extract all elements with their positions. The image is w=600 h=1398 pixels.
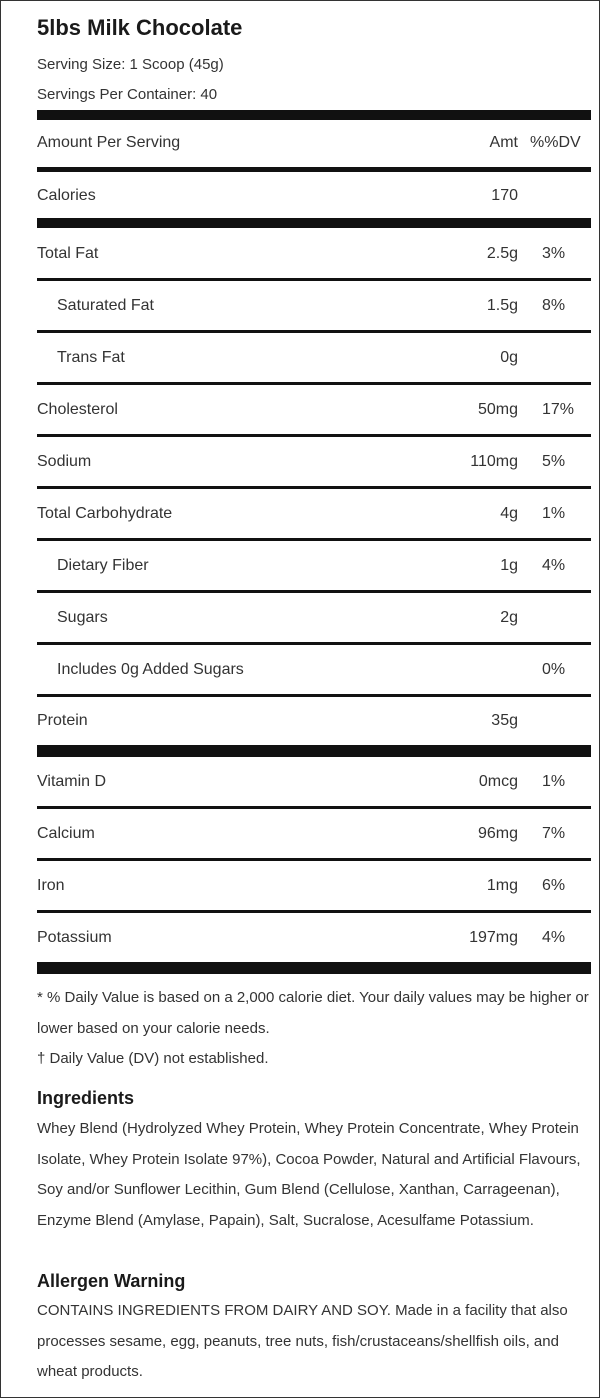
nutrient-row bbox=[37, 660, 591, 680]
vitamin-label: Calcium bbox=[37, 825, 95, 842]
ingredients-heading: Ingredients bbox=[37, 1088, 135, 1108]
servings-per-container: Servings Per Container: 40 bbox=[37, 86, 218, 103]
nutrient-amount: 4g bbox=[500, 505, 518, 522]
nutrient-row bbox=[37, 296, 591, 316]
nutrient-amount: 110mg bbox=[470, 453, 518, 470]
product-title: 5lbs Milk Chocolate bbox=[37, 15, 243, 40]
ingredients-text: Whey Blend (Hydrolyzed Whey Protein, Whey Protein Concentrate, Whey Protein Isolate, Whey Protein Isolate 97%), Cocoa Powder, Natural and Artificial Flavours, Soy and/or Sunflower Lecithin, Gum Blend (Cellulose, Xanthan, Carrageenan), Enzyme Blend (Amylase, Papain), Salt, Sucralose, Acesulfame Potassium. bbox=[37, 1120, 581, 1229]
vitamin-label: Potassium bbox=[37, 929, 112, 946]
thick-divider bbox=[37, 110, 591, 120]
nutrient-row bbox=[37, 452, 591, 472]
vitamin-amount: 197mg bbox=[469, 929, 518, 946]
column-header-row bbox=[37, 133, 591, 153]
thick-divider bbox=[37, 218, 591, 228]
nutrient-amount: 1.5g bbox=[486, 297, 518, 314]
nutrient-row bbox=[37, 608, 591, 628]
vitamin-label: Iron bbox=[37, 877, 65, 894]
vitamin-dv: 4% bbox=[542, 929, 566, 946]
nutrient-amount: 2g bbox=[500, 609, 518, 626]
amt-column-header: Amt bbox=[489, 134, 518, 151]
nutrient-dv: 0% bbox=[542, 661, 566, 678]
nutrient-label: Sodium bbox=[37, 453, 92, 470]
nutrient-label: Protein bbox=[37, 712, 88, 729]
vitamin-dv: 6% bbox=[542, 877, 566, 894]
nutrient-amount: 2.5g bbox=[486, 245, 518, 262]
thick-divider bbox=[37, 962, 591, 974]
nutrient-label: Dietary Fiber bbox=[57, 557, 149, 574]
row-divider bbox=[37, 694, 591, 697]
vitamin-row bbox=[37, 772, 591, 792]
daily-value-footnote: * % Daily Value is based on a 2,000 calorie diet. Your daily values may be higher or lower based on your calorie needs. bbox=[37, 989, 589, 1037]
nutrient-label: Cholesterol bbox=[37, 401, 118, 418]
row-divider bbox=[37, 910, 591, 913]
nutrient-row bbox=[37, 711, 591, 731]
nutrient-dv: 1% bbox=[542, 505, 566, 522]
nutrient-dv: 17% bbox=[542, 401, 575, 418]
nutrient-amount: 50mg bbox=[477, 401, 518, 418]
vitamin-label: Vitamin D bbox=[37, 773, 107, 790]
row-divider bbox=[37, 642, 591, 645]
row-divider bbox=[37, 434, 591, 437]
nutrient-amount: 35g bbox=[491, 712, 518, 729]
dagger-footnote: † Daily Value (DV) not established. bbox=[37, 1050, 269, 1067]
vitamin-row bbox=[37, 824, 591, 844]
calories-row bbox=[37, 186, 591, 206]
nutrient-dv: 3% bbox=[542, 245, 566, 262]
vitamin-amount: 0mcg bbox=[478, 773, 518, 790]
nutrient-row bbox=[37, 556, 591, 576]
nutrient-label: Trans Fat bbox=[57, 349, 125, 366]
nutrient-row bbox=[37, 504, 591, 524]
row-divider bbox=[37, 486, 591, 489]
nutrient-label: Sugars bbox=[57, 609, 108, 626]
vitamin-amount: 1mg bbox=[486, 877, 518, 894]
row-divider bbox=[37, 590, 591, 593]
serving-size: Serving Size: 1 Scoop (45g) bbox=[37, 56, 224, 73]
nutrient-row bbox=[37, 400, 591, 420]
nutrient-label: Total Fat bbox=[37, 245, 99, 262]
dv-column-header: %%DV bbox=[530, 134, 581, 151]
nutrient-row bbox=[37, 348, 591, 368]
vitamin-dv: 7% bbox=[542, 825, 566, 842]
nutrient-row bbox=[37, 244, 591, 264]
vitamin-dv: 1% bbox=[542, 773, 566, 790]
vitamin-row bbox=[37, 876, 591, 896]
nutrient-amount: 1g bbox=[500, 557, 518, 574]
nutrient-label: Total Carbohydrate bbox=[37, 505, 173, 522]
calories-amount: 170 bbox=[491, 187, 518, 204]
medium-divider bbox=[37, 167, 591, 172]
nutrient-dv: 8% bbox=[542, 297, 566, 314]
nutrient-dv: 4% bbox=[542, 557, 566, 574]
row-divider bbox=[37, 278, 591, 281]
nutrient-label: Includes 0g Added Sugars bbox=[57, 661, 244, 678]
allergen-text: CONTAINS INGREDIENTS FROM DAIRY AND SOY. Made in a facility that also processes sesame, egg, peanuts, tree nuts, fish/crustaceans/shellfish oils, and wheat products. bbox=[37, 1302, 568, 1380]
nutrient-amount: 0g bbox=[500, 349, 518, 366]
row-divider bbox=[37, 806, 591, 809]
row-divider bbox=[37, 330, 591, 333]
row-divider bbox=[37, 538, 591, 541]
amount-per-serving-label: Amount Per Serving bbox=[37, 134, 181, 151]
calories-label: Calories bbox=[37, 187, 96, 204]
nutrient-label: Saturated Fat bbox=[57, 297, 154, 314]
vitamin-amount: 96mg bbox=[477, 825, 518, 842]
nutrient-dv: 5% bbox=[542, 453, 566, 470]
row-divider bbox=[37, 382, 591, 385]
vitamin-row bbox=[37, 928, 591, 948]
thick-divider bbox=[37, 745, 591, 757]
allergen-heading: Allergen Warning bbox=[37, 1271, 186, 1291]
row-divider bbox=[37, 858, 591, 861]
